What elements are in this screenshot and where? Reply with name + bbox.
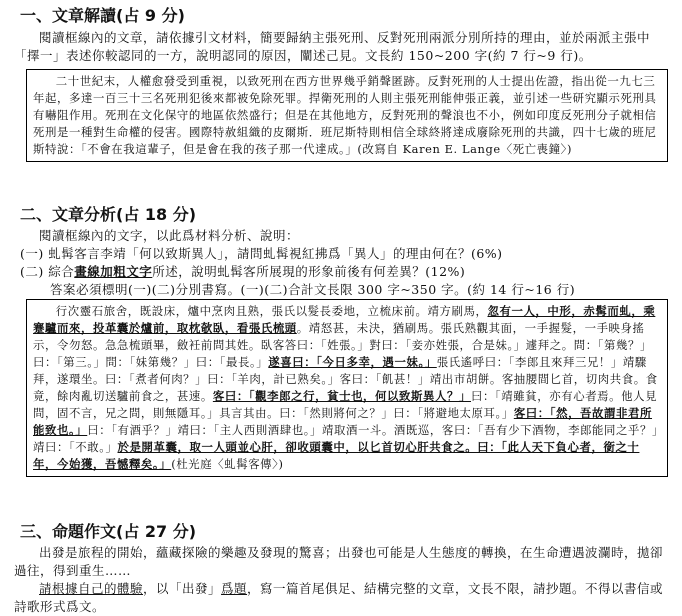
passage-segment: 行次靈石旅舍，既設床，爐中烹肉且熟，張氏以髮長委地，立梳床前。靖方刷馬， (55, 304, 488, 318)
passage-segment: 張氏遙呼曰：「李郎且來拜三兄！」靖驟拜，遂環坐。曰：「煮者何肉？」曰：「羊肉，計已熟矣。」客曰：「飢甚！」靖出市胡餅。客抽腰間匕首，切肉共食。食竟，餘肉亂切送驢前食之，甚速。 (33, 355, 658, 403)
section-1 (14, 6, 668, 162)
section-2-intro: 閱讀框線內的文字，以此爲材料分析、說明： (39, 228, 300, 243)
prompt-underlined: 爲題 (221, 581, 248, 596)
passage-segment: 曰：「靖雖貧，亦有心者焉。他人見問，固不言，兄之問，則無隱耳。」具言其由。曰：「然則將何之？」曰：「將避地太原耳。」 (33, 389, 658, 420)
q2-bold-text: 畫線加粗文字 (74, 264, 153, 279)
section-1-instruction: 閱讀框線內的文章，請依據引文材料，簡要歸納主張死刑、反對死刑兩派分別所持的理由，並於兩派主張中「擇一」表述你較認同的一方，說明認同的原因，闡述己見。文長約 150~200 字(約 7 行~9 行)。 (14, 30, 651, 63)
section-2-question-2 (14, 263, 668, 281)
q2-prefix: (二) 綜合 (20, 264, 75, 279)
passage-bold-segment: 客曰：「然，吾故謂非君所能致也。」 (33, 406, 653, 437)
passage-bold-segment: 遂喜曰：「今日多幸，遇一妹。」 (268, 355, 437, 369)
passage-segment: 曰：「有酒乎？」靖曰：「主人西則酒肆也。」靖取酒一斗。酒既巡，客曰：「吾有少下酒物，李郎能同之乎？」靖曰：「不敢。」 (33, 423, 659, 454)
passage-bold-segment: 忽有一人，中形，赤髯而虬，乘蹇驢而來，投革囊於爐前，取枕欹臥，看張氏梳頭 (33, 304, 656, 335)
section-2 (14, 205, 668, 477)
section-2-heading: 二、文章分析(占 18 分) (20, 205, 197, 224)
prompt-text: ，寫一篇首尾俱足、結構完整的文章，文長不限，請抄題。不得以書信或詩歌形式爲文。 (14, 581, 664, 614)
section-3-intro: 出發是旅程的開始，蘊藏探險的樂趣及發現的驚喜；出發也可能是人生態度的轉換，在生命遭遇波瀾時，拋卻過往，得到重生…… (14, 545, 664, 578)
prompt-underlined: 請根據自己的體驗 (39, 581, 144, 596)
section-3 (14, 522, 668, 616)
q2-suffix: 所述，說明虬髯客所展現的形象前後有何差異？(12%) (152, 264, 466, 279)
section-3-heading: 三、命題作文(占 27 分) (20, 522, 197, 541)
section-2-answer-note: 答案必須標明(一)(二)分別書寫。(一)(二)合計文長限 300 字~350 字。(約 14 行~16 行) (50, 282, 576, 297)
section-1-heading: 一、文章解讀(占 9 分) (20, 6, 185, 25)
section-2-question-1: (一) 虬髯客言李靖「何以致斯異人」，請問虬髯視紅拂爲「異人」的理由何在？(6%) (20, 246, 503, 261)
prompt-text: ，以「出發」 (143, 581, 222, 596)
passage-source: (杜光庭〈虬髯客傳〉) (171, 457, 284, 471)
passage-segment: 。靖怒甚，未決，猶刷馬。張氏熟觀其面，一手握髮，一手映身搖示，令勿怒。急急梳頭畢，斂衽前問其姓。臥客答曰：「姓張。」對曰：「妾亦姓張，合是妹。」遽拜之。問：「第幾？」曰：「第三。」問：「妹第幾？」曰：「最長。」 (33, 321, 652, 369)
section-3-prompt (14, 580, 668, 616)
passage-bold-segment: 於是開革囊，取一人頭並心肝，卻收頭囊中，以匕首切心肝共食之。曰：「此人天下負心者，銜之十年，今始獲，吾憾釋矣。」 (33, 440, 640, 471)
section-2-passage (26, 299, 668, 477)
section-1-passage: 二十世紀末，人權愈發受到重視，以致死刑在西方世界幾乎銷聲匿跡。反對死刑的人士提出佐證，指出從一九七三年起，多達一百三十三名死刑犯後來都被免除死罪。捍衛死刑的人則主張死刑能伸張正義，並引述一些研究顯示死刑具有嚇阻作用。死刑在文化保守的地區依然盛行；但是在其他地方，反對死刑的聲浪也不小，例如印度反死刑分子就相信死刑是一種對生命權的侵害。國際特赦組織的皮爾斯．班尼斯特則相信全球終將達成廢除死刑的共識，四十七歲的班尼斯特說：「不會在我這輩子，但是會在我的孩子那一代達成。」(改寫自 Karen E. Lange〈死亡喪鐘〉) (26, 69, 668, 162)
passage-bold-segment: 客曰：「觀李郎之行，貧士也，何以致斯異人？」 (212, 389, 471, 403)
